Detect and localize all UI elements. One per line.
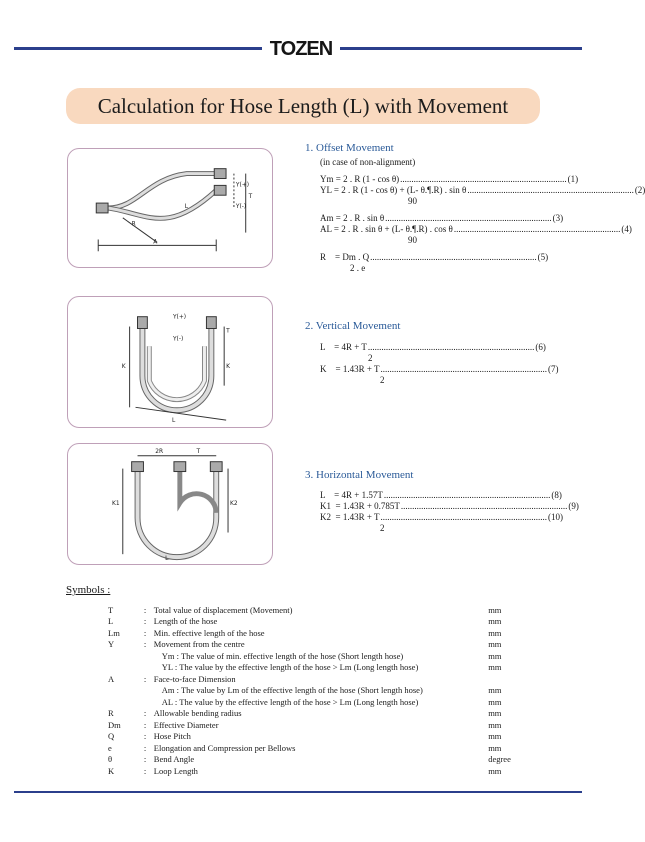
equation-4-denominator: 90	[408, 235, 417, 245]
equation-7: K = 1.43R + T .......................................................................... (7)	[320, 364, 559, 374]
symbol-unit: mm	[488, 604, 502, 615]
diag3-k1-label: K1	[111, 500, 120, 507]
symbol-row	[108, 639, 528, 651]
symbol-colon: :	[143, 708, 147, 719]
symbol-unit: mm	[488, 708, 502, 719]
symbol-unit: mm	[488, 650, 502, 661]
symbol-description: AL : The value by the effective length of the hose > Lm (Long length hose)	[161, 696, 419, 707]
equation-3: Am = 2 . R . sin θ .......................................................................... (3)	[320, 213, 564, 223]
symbol-description: Loop Length	[153, 765, 198, 776]
brand-logo: TOZEN	[269, 38, 333, 60]
page-title: Calculation for Hose Length (L) with Movement	[97, 93, 509, 118]
equation-1: Ym = 2 . R (1 - cos θ) .......................................................................... (1)	[320, 174, 579, 184]
equation-2: YL = 2 . R (1 - cos θ) + (L- θ.¶.R) . sin θ .......................................................................... (2)	[320, 185, 645, 195]
symbol-colon: :	[143, 754, 147, 765]
diag1-yminus-label: Y(-)	[235, 204, 247, 210]
symbol-row	[108, 662, 528, 674]
symbol-colon: :	[143, 616, 147, 627]
symbol-unit: mm	[488, 616, 502, 627]
symbol-colon: :	[143, 742, 147, 753]
symbol-row	[108, 673, 528, 685]
equation-7-denominator: 2	[380, 375, 385, 385]
symbol-key: L	[108, 616, 114, 627]
symbol-colon: :	[143, 604, 147, 615]
symbol-key: T	[108, 604, 114, 615]
symbol-key: θ	[108, 754, 113, 765]
offset-movement-note: (in case of non-alignment)	[320, 157, 416, 167]
equation-10: K2 = 1.43R + T .......................................................................... (10)	[320, 512, 563, 522]
diag1-l-label: L	[184, 204, 189, 210]
symbol-colon: :	[143, 731, 147, 742]
symbol-description: YL : The value by the effective length of the hose > Lm (Long length hose)	[161, 662, 419, 673]
symbol-unit: degree	[488, 754, 511, 765]
title-banner	[66, 88, 540, 124]
symbol-description: Length of the hose	[153, 616, 218, 627]
symbol-key: K	[108, 765, 115, 776]
equation-5-denominator: 2 . e	[350, 263, 366, 273]
horizontal-movement-heading: 3. Horizontal Movement	[305, 469, 414, 481]
symbols-title: Symbols :	[66, 584, 111, 596]
symbol-row	[108, 754, 528, 766]
symbol-unit: mm	[488, 627, 502, 638]
vertical-movement-diagram	[67, 296, 273, 428]
symbol-description: Am : The value by Lm of the effective length of the hose (Short length hose)	[161, 685, 423, 696]
symbol-row	[108, 696, 528, 708]
symbol-description: Effective Diameter	[153, 719, 219, 730]
diag3-k2-label: K2	[230, 500, 238, 507]
symbol-row	[108, 616, 528, 628]
equation-2-denominator: 90	[408, 196, 417, 206]
equation-10-denominator: 2	[380, 523, 385, 533]
diag1-yplus-label: Y(+)	[235, 182, 250, 189]
diag3-2r-label: 2R	[155, 448, 164, 455]
symbol-row	[108, 731, 528, 743]
symbol-colon: :	[143, 765, 147, 776]
offset-movement-diagram	[67, 148, 273, 268]
symbol-row	[108, 604, 528, 616]
symbol-row	[108, 650, 528, 662]
diag2-yminus-label: Y(-)	[172, 336, 184, 343]
symbol-row	[108, 627, 528, 639]
symbol-description: Hose Pitch	[153, 731, 191, 742]
symbol-description: Allowable bending radius	[153, 708, 242, 719]
equation-9: K1 = 1.43R + 0.785T .......................................................................... (9)	[320, 501, 579, 511]
equation-4: AL = 2 . R . sin θ + (L- θ.¶.R) . cos θ .......................................................................... (4)	[320, 224, 632, 234]
offset-movement-heading: 1. Offset Movement	[305, 142, 394, 154]
diag1-t-label: T	[248, 194, 253, 201]
vertical-equations	[320, 342, 559, 386]
symbol-unit: mm	[488, 765, 502, 776]
symbol-row	[108, 765, 528, 777]
diag3-t-label: T	[196, 448, 201, 455]
horizontal-equations	[320, 490, 579, 534]
symbol-description: Movement from the centre	[153, 639, 245, 650]
symbol-description: Ym : The value of min. effective length of the hose (Short length hose)	[161, 650, 404, 661]
equation-6-denominator: 2	[368, 353, 373, 363]
footer-rule	[14, 791, 582, 793]
diag2-t-label: T	[226, 328, 230, 335]
symbol-key: e	[108, 742, 112, 753]
vertical-movement-heading: 2. Vertical Movement	[305, 320, 401, 332]
symbol-key: A	[108, 673, 115, 684]
equation-8: L = 4R + 1.57T .......................................................................... (8)	[320, 490, 562, 500]
symbol-unit: mm	[488, 731, 502, 742]
symbol-key: Lm	[108, 627, 120, 638]
symbol-unit: mm	[488, 719, 502, 730]
symbol-row	[108, 685, 528, 697]
symbol-row	[108, 742, 528, 754]
symbol-row	[108, 708, 528, 720]
diag3-l-label: L	[165, 556, 169, 563]
symbol-key: R	[108, 708, 114, 719]
offset-equations	[320, 174, 645, 274]
symbol-unit: mm	[488, 685, 502, 696]
diag2-yplus-label: Y(+)	[172, 314, 187, 321]
symbol-colon: :	[143, 627, 147, 638]
equation-6: L = 4R + T .......................................................................... (6)	[320, 342, 546, 352]
header-rule-right	[340, 47, 582, 50]
diag2-k-right-label: K	[226, 363, 231, 370]
diag2-k-left-label: K	[121, 363, 126, 370]
symbol-row	[108, 719, 528, 731]
symbol-key: Dm	[108, 719, 121, 730]
symbol-unit: mm	[488, 742, 502, 753]
symbol-colon: :	[143, 719, 147, 730]
symbol-colon: :	[143, 673, 147, 684]
diag2-l-label: L	[171, 418, 176, 425]
symbol-description: Min. effective length of the hose	[153, 627, 265, 638]
symbol-key: Q	[108, 731, 115, 742]
symbol-description: Bend Angle	[153, 754, 195, 765]
symbol-colon: :	[143, 639, 147, 650]
symbol-unit: mm	[488, 639, 502, 650]
header-rule-left	[14, 47, 262, 50]
symbol-key: Y	[108, 639, 115, 650]
diag1-r-label: R	[131, 221, 136, 228]
symbol-unit: mm	[488, 696, 502, 707]
symbol-description: Face-to-face Dimension	[153, 673, 236, 684]
symbol-description: Elongation and Compression per Bellows	[153, 742, 296, 753]
equation-5: R = Dm . Q .......................................................................... (5)	[320, 252, 549, 262]
symbol-description: Total value of displacement (Movement)	[153, 604, 293, 615]
horizontal-movement-diagram	[67, 443, 273, 565]
symbols-table	[108, 604, 528, 777]
diag1-a-label: A	[153, 239, 158, 246]
symbol-unit: mm	[488, 662, 502, 673]
